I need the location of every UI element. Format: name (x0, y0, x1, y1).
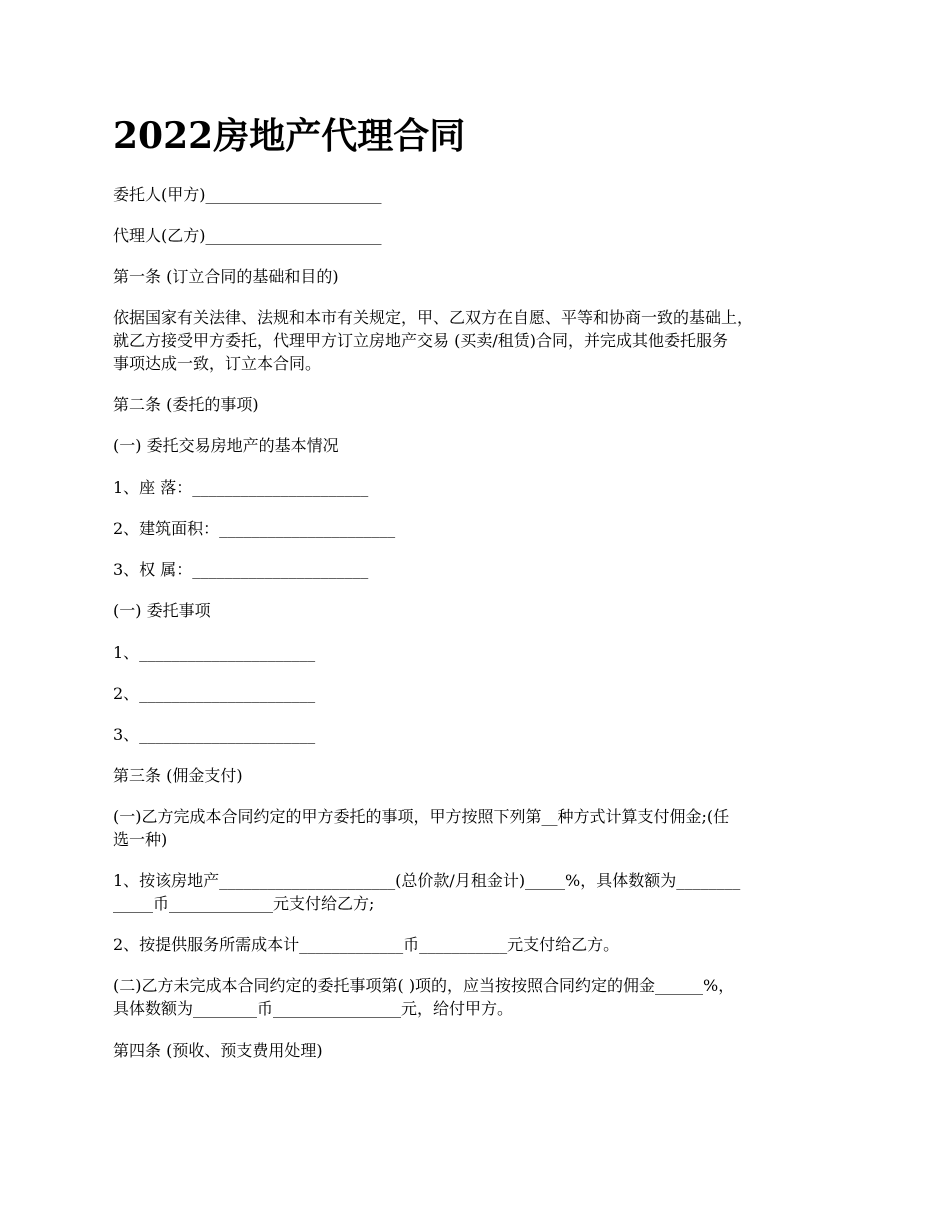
article-1-heading: 第一条 (订立合同的基础和目的) (113, 267, 339, 286)
task-line-2: 2、______________________ (113, 684, 316, 703)
principal-line: 委托人(甲方)______________________ (113, 185, 382, 204)
agent-line: 代理人(乙方)______________________ (113, 226, 382, 245)
article-2-subheading-property: (一) 委托交易房地产的基本情况 (113, 436, 339, 455)
commission-method-1-line-1: 1、按该房地产______________________(总价款/月租金计)_____%，具体数额为________ (113, 871, 741, 890)
task-line-3: 3、______________________ (113, 725, 316, 744)
article-3-para-2-line-1: (二)乙方未完成本合同约定的委托事项第( )项的，应当按按照合同约定的佣金______%， (113, 976, 735, 995)
commission-method-2-line: 2、按提供服务所需成本计_____________币___________元支付给乙方。 (113, 935, 620, 954)
task-line-1: 1、______________________ (113, 643, 316, 662)
article-4-heading: 第四条 (预收、预支费用处理) (113, 1041, 323, 1060)
document-title: 2022房地产代理合同 (113, 115, 466, 157)
article-1-body-line-1: 依据国家有关法律、法规和本市有关规定，甲、乙双方在自愿、平等和协商一致的基础上， (113, 308, 754, 327)
article-2-subheading-tasks: (一) 委托事项 (113, 601, 211, 620)
article-3-heading: 第三条 (佣金支付) (113, 766, 243, 785)
property-location-line: 1、座 落：______________________ (113, 478, 369, 497)
article-1-body-line-2: 就乙方接受甲方委托，代理甲方订立房地产交易 (买卖/租赁)合同，并完成其他委托服务 (113, 331, 728, 350)
article-2-heading: 第二条 (委托的事项) (113, 395, 259, 414)
article-3-para-1-line-1: (一)乙方完成本合同约定的甲方委托的事项，甲方按照下列第__种方式计算支付佣金;(任 (113, 807, 730, 826)
commission-method-1-line-2: _____币_____________元支付给乙方; (113, 894, 375, 913)
article-1-body-line-3: 事项达成一致，订立本合同。 (113, 354, 322, 373)
property-area-line: 2、建筑面积：______________________ (113, 519, 396, 538)
property-ownership-line: 3、权 属：______________________ (113, 560, 369, 579)
article-3-para-1-line-2: 选一种) (113, 830, 168, 849)
article-3-para-2-line-2: 具体数额为________币________________元，给付甲方。 (113, 999, 514, 1018)
